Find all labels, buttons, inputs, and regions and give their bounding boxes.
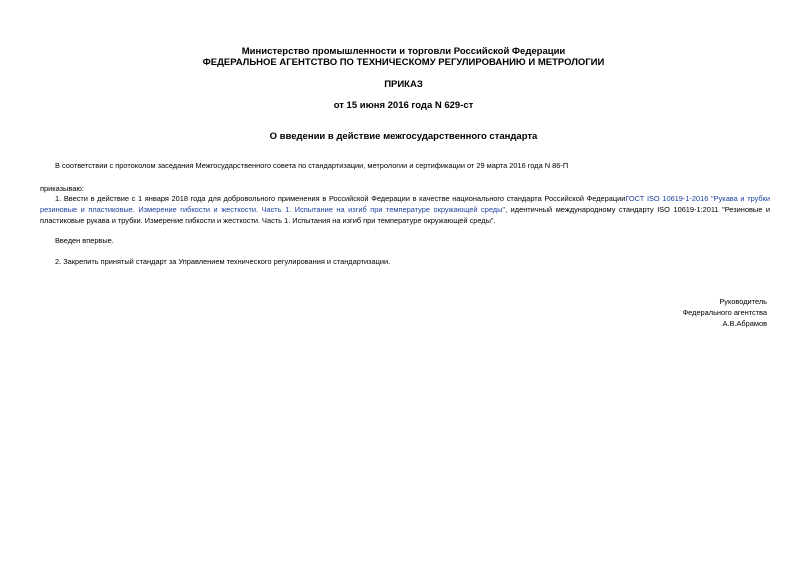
document-subject-title: О введении в действие межгосударственного стандарта (269, 131, 538, 142)
introduced-first-note: Введен впервые. (55, 236, 114, 245)
gost-standard-link[interactable]: ГОСТ ISO 10619-1-2016 "Рукава и трубки резиновые и пластиковые. Измерение гибкости и жесткости. Часть 1. Испытание на изгиб при температуре окружающей среды" (40, 194, 771, 214)
ministry-heading: Министерство промышленности и торговли Российской Федерации (241, 46, 566, 57)
item-1-paragraph (40, 193, 770, 226)
item-2-paragraph: 2. Закрепить принятый стандарт за Управлением технического регулирования и стандартизации. (55, 257, 391, 266)
signature-name: А.В.Абрамов (722, 319, 767, 328)
order-word: приказываю: (40, 184, 84, 193)
signature-title: Руководитель (719, 297, 767, 306)
preamble-paragraph: В соответствии с протоколом заседания Межгосударственного совета по стандартизации, метрологии и сертификации от 29 марта 2016 года N 86-П (55, 161, 569, 170)
document-type-heading: ПРИКАЗ (384, 79, 423, 90)
signature-organization: Федерального агентства (682, 308, 767, 317)
item-1-prefix: 1. Ввести в действие с 1 января 2018 года для добровольного применения в Российской Федерации в качестве национального стандарта Российской Федерации (55, 194, 626, 203)
document-date-number: от 15 июня 2016 года N 629-ст (333, 100, 474, 111)
agency-heading: ФЕДЕРАЛЬНОЕ АГЕНТСТВО ПО ТЕХНИЧЕСКОМУ РЕГУЛИРОВАНИЮ И МЕТРОЛОГИИ (202, 57, 605, 68)
item-1-suffix: , идентичный международному стандарту ISO 10619-1:2011 "Резиновые и пластиковые рукава и трубки. Измерение гибкости и жесткости. Часть 1. Испытания на изгиб при температуре окружающей среды". (40, 205, 770, 225)
